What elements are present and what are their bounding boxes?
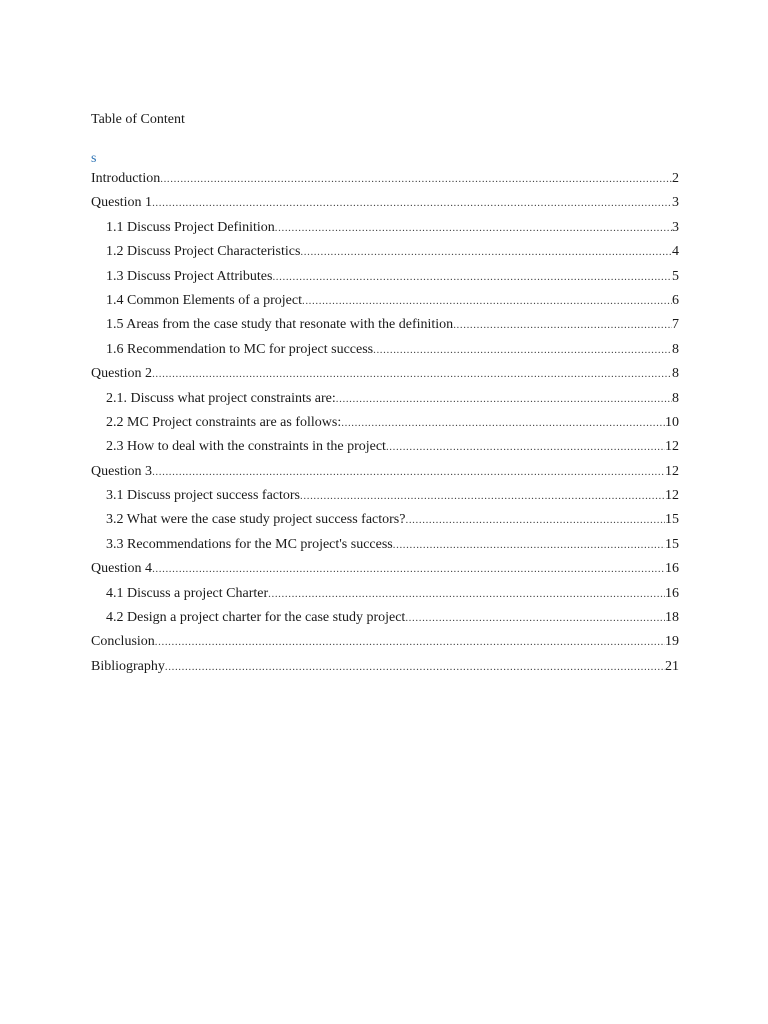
toc-dot-leader: [373, 340, 672, 360]
toc-entry[interactable]: [91, 413, 679, 437]
toc-entry-label: 3.3 Recommendations for the MC project's success: [106, 536, 393, 552]
toc-entry-page-number: 12: [665, 439, 679, 455]
toc-entry-page-number: 8: [672, 390, 679, 406]
toc-entry-label: 4.1 Discuss a project Charter: [106, 585, 269, 601]
toc-entry[interactable]: [91, 364, 679, 388]
toc-dot-leader: [300, 242, 672, 262]
toc-dot-leader: [165, 657, 665, 677]
toc-entry[interactable]: [91, 340, 679, 364]
toc-entry[interactable]: [91, 608, 679, 632]
toc-dot-leader: [268, 584, 665, 604]
toc-entry-label: Question 3: [91, 463, 153, 479]
toc-dot-leader: [405, 510, 665, 530]
toc-entry[interactable]: [91, 510, 679, 534]
toc-entry-page-number: 6: [672, 292, 679, 308]
toc-dot-leader: [160, 169, 672, 189]
toc-entry-label: 1.5 Areas from the case study that resonate with the definition: [106, 317, 454, 333]
toc-entry-label: 1.1 Discuss Project Definition: [106, 219, 275, 235]
toc-title: Table of Content: [91, 112, 185, 127]
toc-dot-leader: [152, 193, 672, 213]
toc-dot-leader: [300, 486, 665, 506]
toc-entry-page-number: 16: [665, 561, 679, 577]
toc-entry-page-number: 15: [665, 536, 679, 552]
toc-entry[interactable]: [91, 559, 679, 583]
toc-entry-label: 3.2 What were the case study project success factors?: [106, 512, 406, 528]
toc-entry-page-number: 15: [665, 512, 679, 528]
toc-entry-label: 1.6 Recommendation to MC for project success: [106, 341, 374, 357]
toc-entry-label: 2.1. Discuss what project constraints are:: [106, 390, 336, 406]
toc-dot-leader: [272, 267, 672, 287]
toc-entry[interactable]: [91, 584, 679, 608]
stray-character: s: [91, 151, 97, 166]
toc-dot-leader: [152, 559, 665, 579]
toc-entry[interactable]: [91, 486, 679, 510]
toc-entry[interactable]: [91, 535, 679, 559]
toc-entry-page-number: 2: [672, 171, 679, 186]
toc-entry[interactable]: [91, 193, 679, 217]
toc-entry-page-number: 7: [672, 317, 679, 333]
toc-dot-leader: [341, 413, 665, 433]
toc-entry-label: Question 2: [91, 366, 153, 382]
toc-entry-label: Question 1: [91, 195, 153, 211]
toc-list: [91, 169, 679, 681]
toc-dot-leader: [453, 315, 672, 335]
toc-entry[interactable]: [91, 315, 679, 339]
toc-entry[interactable]: [91, 632, 679, 656]
toc-entry-page-number: 5: [672, 268, 679, 284]
toc-dot-leader: [152, 364, 672, 384]
toc-dot-leader: [405, 608, 665, 628]
toc-entry-page-number: 10: [665, 414, 679, 430]
toc-entry-page-number: 8: [672, 366, 679, 382]
toc-entry-page-number: 19: [665, 634, 679, 650]
toc-dot-leader: [155, 632, 665, 652]
toc-entry[interactable]: [91, 242, 679, 266]
toc-entry-page-number: 3: [672, 195, 679, 211]
toc-entry[interactable]: [91, 169, 679, 193]
toc-dot-leader: [152, 462, 665, 482]
toc-entry-page-number: 3: [672, 219, 679, 235]
toc-dot-leader: [336, 389, 672, 409]
toc-entry[interactable]: [91, 389, 679, 413]
toc-entry-label: Conclusion: [91, 634, 155, 650]
toc-dot-leader: [302, 291, 672, 311]
toc-entry-page-number: 12: [665, 463, 679, 479]
toc-entry-page-number: 12: [665, 488, 679, 504]
toc-entry-label: Question 4: [91, 561, 153, 577]
toc-entry[interactable]: [91, 437, 679, 461]
toc-entry-label: Introduction: [91, 171, 161, 186]
toc-entry-label: 1.3 Discuss Project Attributes: [106, 268, 273, 284]
toc-entry[interactable]: [91, 462, 679, 486]
toc-entry-label: 1.4 Common Elements of a project: [106, 292, 302, 308]
toc-entry[interactable]: [91, 267, 679, 291]
toc-dot-leader: [393, 535, 665, 555]
toc-entry-page-number: 16: [665, 585, 679, 601]
toc-entry-label: 2.2 MC Project constraints are as follows:: [106, 414, 342, 430]
toc-entry-page-number: 8: [672, 341, 679, 357]
toc-entry-page-number: 4: [672, 244, 679, 260]
toc-entry-label: 1.2 Discuss Project Characteristics: [106, 244, 301, 260]
toc-entry[interactable]: [91, 291, 679, 315]
toc-entry[interactable]: [91, 218, 679, 242]
toc-entry-label: 3.1 Discuss project success factors: [106, 488, 301, 504]
toc-entry[interactable]: [91, 657, 679, 681]
toc-dot-leader: [386, 437, 665, 457]
toc-entry-page-number: 18: [665, 610, 679, 626]
toc-entry-label: Bibliography: [91, 658, 165, 674]
toc-dot-leader: [275, 218, 672, 238]
toc-entry-label: 4.2 Design a project charter for the case study project: [106, 610, 406, 626]
toc-entry-label: 2.3 How to deal with the constraints in the project: [106, 439, 386, 455]
toc-entry-page-number: 21: [665, 658, 679, 674]
